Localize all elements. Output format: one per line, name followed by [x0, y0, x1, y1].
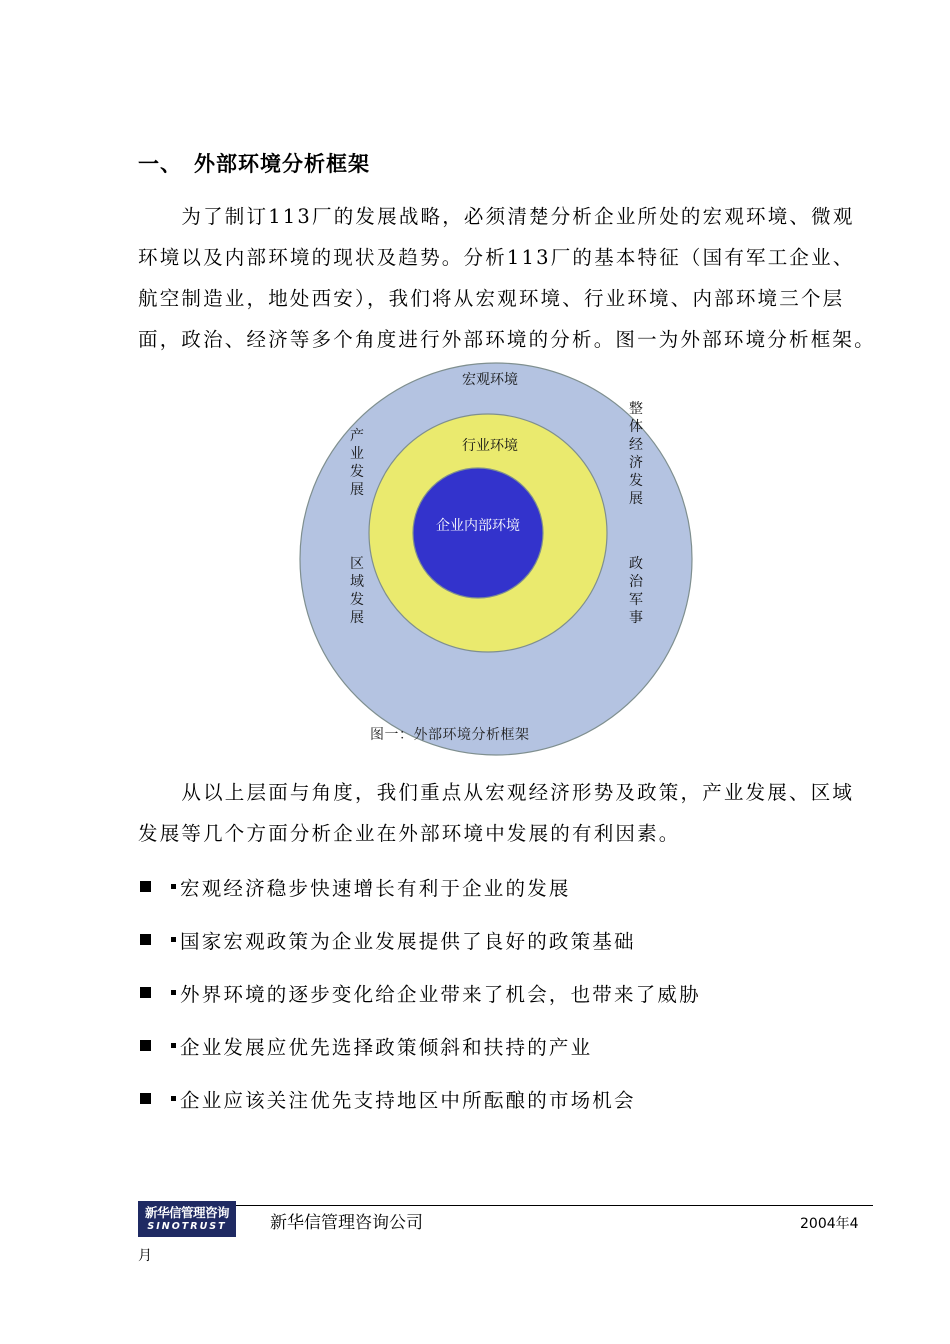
list-item	[138, 860, 878, 913]
middle-label: 行业环境	[462, 438, 518, 454]
vertical-label-char: 区	[350, 556, 364, 572]
vertical-label-char: 军	[629, 592, 643, 608]
vertical-label-char: 域	[350, 574, 364, 590]
section-number: 一、	[138, 152, 182, 176]
square-bullet-icon	[140, 934, 151, 945]
logo-en-text: SINOTRUST	[147, 1221, 227, 1232]
bullet-list	[138, 860, 878, 1125]
footer-date: 2004年4	[800, 1216, 859, 1232]
vertical-label-char: 展	[350, 610, 364, 626]
list-item	[138, 1072, 878, 1125]
vertical-label-char: 产	[350, 428, 364, 444]
small-bullet-icon	[171, 990, 176, 995]
small-bullet-icon	[171, 1096, 176, 1101]
figure-caption: 图一：外部环境分析框架	[370, 727, 530, 743]
inner-label: 企业内部环境	[436, 518, 520, 534]
intro-paragraph	[138, 196, 876, 360]
logo-cn-text: 新华信管理咨询	[144, 1205, 229, 1220]
summary-paragraph	[138, 772, 876, 854]
vertical-label-char: 展	[629, 491, 643, 507]
list-item	[138, 913, 878, 966]
list-item	[138, 1019, 878, 1072]
vertical-label-char: 事	[629, 610, 643, 626]
vertical-label-char: 整	[629, 401, 643, 417]
paragraph-line: 为了制订113厂的发展战略，必须清楚分析企业所处的宏观环境、微观	[138, 205, 855, 228]
square-bullet-icon	[140, 987, 151, 998]
paragraph-line: 从以上层面与角度，我们重点从宏观经济形势及政策，产业发展、区域	[138, 781, 855, 804]
square-bullet-icon	[140, 1040, 151, 1051]
footer-divider	[138, 1205, 873, 1206]
bullet-text: 宏观经济稳步快速增长有利于企业的发展	[180, 876, 571, 900]
section-heading	[138, 148, 370, 178]
company-logo	[138, 1201, 236, 1237]
vertical-label-char: 发	[629, 473, 643, 489]
vertical-label-char: 经	[629, 437, 643, 453]
list-item	[138, 966, 878, 1019]
paragraph-line: 航空制造业，地处西安），我们将从宏观环境、行业环境、内部环境三个层	[138, 287, 845, 310]
vertical-label-char: 政	[629, 556, 643, 572]
footer-month: 月	[138, 1248, 152, 1264]
section-title: 外部环境分析框架	[194, 152, 370, 176]
vertical-label-char: 发	[350, 464, 364, 480]
bullet-text: 外界环境的逐步变化给企业带来了机会，也带来了威胁	[180, 982, 701, 1006]
paragraph-line: 环境以及内部环境的现状及趋势。分析113厂的基本特征（国有军工企业、	[138, 246, 855, 269]
bullet-text: 企业发展应优先选择政策倾斜和扶持的产业	[180, 1035, 593, 1059]
vertical-label-char: 发	[350, 592, 364, 608]
vertical-label-char: 体	[629, 419, 643, 435]
vertical-label-char: 治	[629, 574, 643, 590]
vertical-label-char: 济	[629, 455, 643, 471]
bullet-text: 企业应该关注优先支持地区中所酝酿的市场机会	[180, 1088, 636, 1112]
outer-label: 宏观环境	[462, 372, 518, 388]
vertical-label-char: 展	[350, 482, 364, 498]
small-bullet-icon	[171, 937, 176, 942]
square-bullet-icon	[140, 1093, 151, 1104]
square-bullet-icon	[140, 881, 151, 892]
environment-framework-diagram	[298, 361, 694, 757]
small-bullet-icon	[171, 884, 176, 889]
bullet-text: 国家宏观政策为企业发展提供了良好的政策基础	[180, 929, 636, 953]
small-bullet-icon	[171, 1043, 176, 1048]
paragraph-line: 面，政治、经济等多个角度进行外部环境的分析。图一为外部环境分析框架。	[138, 328, 876, 351]
paragraph-line: 发展等几个方面分析企业在外部环境中发展的有利因素。	[138, 822, 681, 845]
vertical-label-char: 业	[350, 446, 364, 462]
footer-company-name: 新华信管理咨询公司	[270, 1213, 423, 1233]
